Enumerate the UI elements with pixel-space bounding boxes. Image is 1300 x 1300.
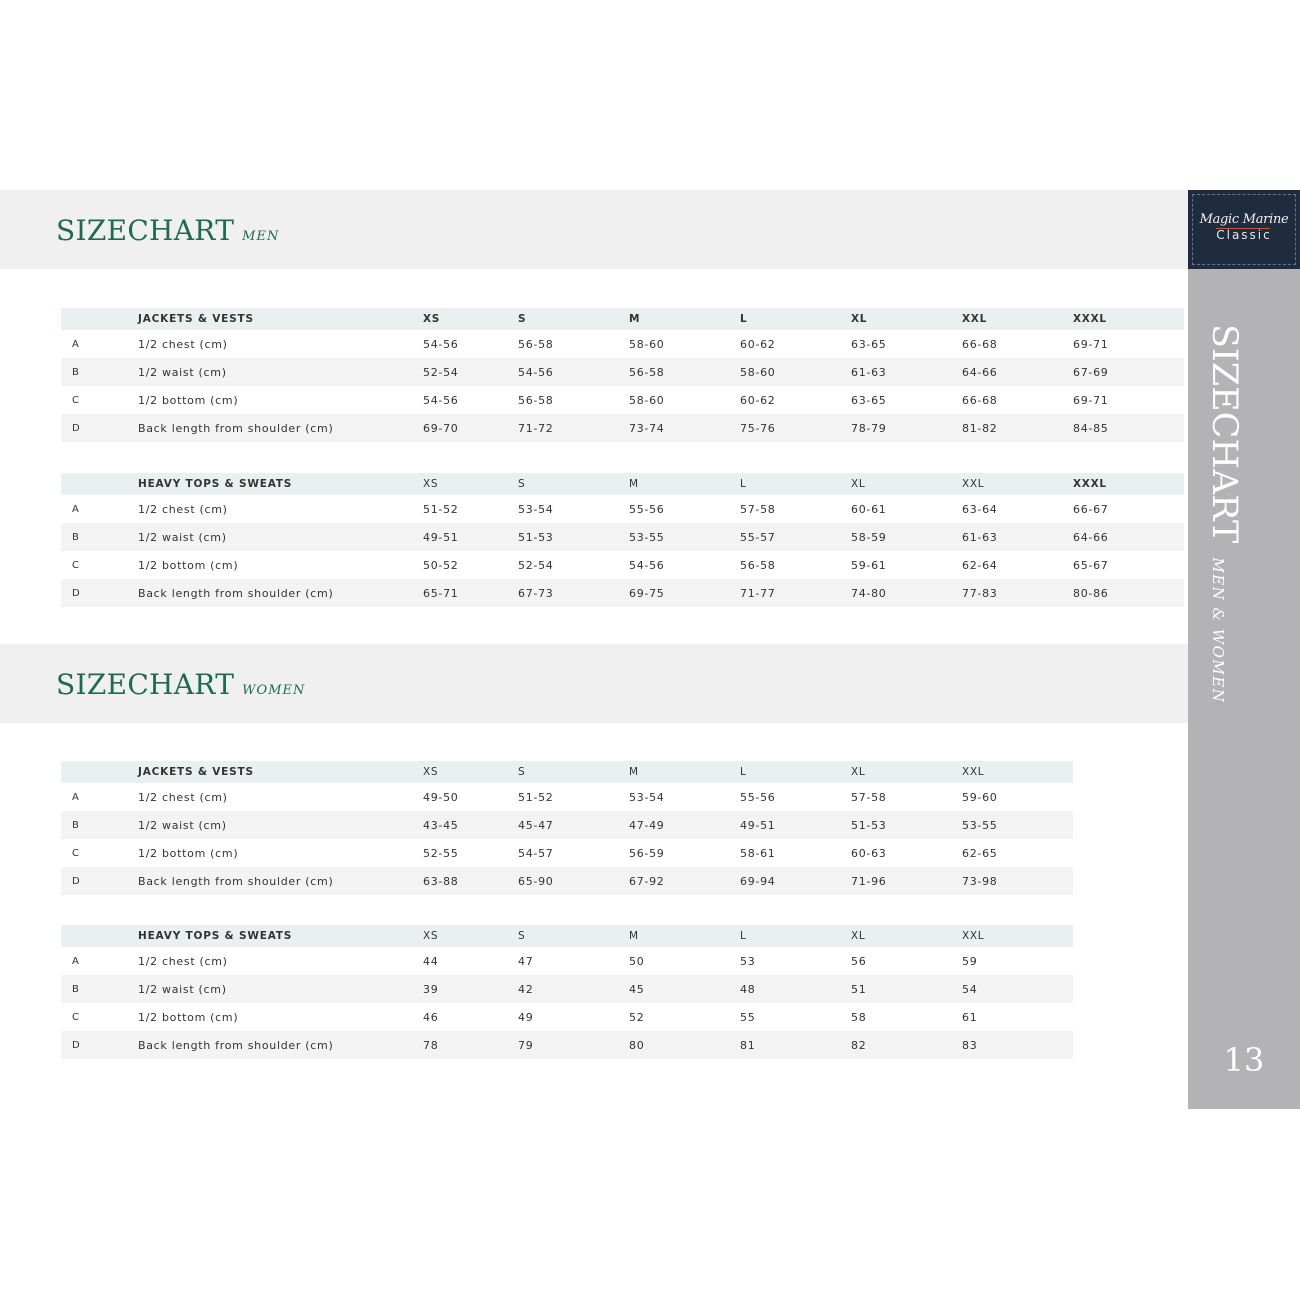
row-code: A — [72, 791, 80, 803]
size-header-m: M — [629, 925, 740, 947]
measurement-value: 60-63 — [851, 846, 887, 860]
measurement-value: 63-88 — [423, 867, 518, 895]
category-label: JACKETS & VESTS — [138, 761, 423, 783]
measurement-value: 59-60 — [962, 790, 998, 804]
measurement-label: 1/2 chest (cm) — [138, 954, 228, 968]
men-section-title — [56, 214, 279, 247]
row-code: D — [61, 1031, 138, 1059]
measurement-value: 78 — [423, 1031, 518, 1059]
measurement-value: 56-59 — [629, 846, 665, 860]
measurement-value: 43-45 — [423, 811, 518, 839]
table-header-row — [61, 761, 1073, 783]
measurement-value: 78-79 — [851, 414, 962, 442]
measurement-value: 83 — [962, 1031, 1073, 1059]
measurement-value: 69-94 — [740, 867, 851, 895]
measurement-value: 60-61 — [851, 502, 887, 516]
size-header-xxl: XXL — [962, 473, 1073, 495]
measurement-value: 58-60 — [629, 337, 665, 351]
measurement-value: 62-64 — [962, 558, 998, 572]
row-code: A — [72, 338, 80, 350]
measurement-value: 80 — [629, 1031, 740, 1059]
measurement-value: 54 — [962, 975, 1073, 1003]
table-row — [61, 386, 1184, 414]
size-header-s: S — [518, 761, 629, 783]
table-row — [61, 579, 1184, 607]
measurement-value: 75-76 — [740, 414, 851, 442]
measurement-value: 67-69 — [1073, 358, 1184, 386]
size-header-s: S — [518, 473, 629, 495]
logo-classic-text: Classic — [1216, 228, 1272, 242]
measurement-value: 63-64 — [962, 502, 998, 516]
category-label: JACKETS & VESTS — [138, 308, 423, 330]
measurement-label: Back length from shoulder (cm) — [138, 579, 423, 607]
measurement-value: 55-56 — [740, 790, 776, 804]
table-row — [61, 523, 1184, 551]
measurement-value: 66-68 — [962, 337, 998, 351]
measurement-value: 80-86 — [1073, 579, 1184, 607]
measurement-value: 71-96 — [851, 867, 962, 895]
measurement-value: 69-75 — [629, 579, 740, 607]
table-row — [61, 1003, 1073, 1031]
measurement-value: 58 — [851, 1010, 867, 1024]
measurement-value: 58-60 — [629, 393, 665, 407]
logo-brand-text: Magic Marine — [1199, 212, 1289, 227]
measurement-value: 52-55 — [423, 846, 459, 860]
table-header-row — [61, 473, 1184, 495]
brand-logo — [1188, 190, 1300, 269]
table-header-row — [61, 925, 1073, 947]
size-header-s: S — [518, 925, 629, 947]
row-code: A — [72, 503, 80, 515]
measurement-label: 1/2 chest (cm) — [138, 502, 228, 516]
measurement-value: 58-59 — [851, 523, 962, 551]
measurement-value: 63-65 — [851, 393, 887, 407]
measurement-label: Back length from shoulder (cm) — [138, 1031, 423, 1059]
row-code: B — [61, 975, 138, 1003]
measurement-value: 65-71 — [423, 579, 518, 607]
measurement-label: 1/2 waist (cm) — [138, 523, 423, 551]
measurement-value: 56 — [851, 954, 867, 968]
measurement-value: 42 — [518, 975, 629, 1003]
header-code-cell — [61, 473, 138, 495]
size-header-xs: XS — [423, 761, 518, 783]
measurement-label: 1/2 bottom (cm) — [138, 1010, 239, 1024]
size-header-xl: XL — [851, 473, 962, 495]
row-code: C — [72, 1011, 80, 1023]
size-header-m: M — [629, 761, 740, 783]
row-code: C — [72, 394, 80, 406]
header-code-cell — [61, 308, 138, 330]
page-number: 13 — [1223, 1041, 1265, 1079]
measurement-value: 51-53 — [851, 811, 962, 839]
header-code-cell — [61, 761, 138, 783]
size-header-s: S — [518, 308, 629, 330]
category-label: HEAVY TOPS & SWEATS — [138, 925, 423, 947]
size-header-l: L — [740, 761, 851, 783]
measurement-value: 50 — [629, 954, 645, 968]
women-subtitle-text: WOMEN — [242, 683, 306, 698]
size-header-xxxl: XXXL — [1073, 308, 1184, 330]
measurement-value: 60-62 — [740, 337, 776, 351]
measurement-value: 50-52 — [423, 558, 459, 572]
category-label: HEAVY TOPS & SWEATS — [138, 473, 423, 495]
measurement-label: 1/2 chest (cm) — [138, 790, 228, 804]
header-code-cell — [61, 925, 138, 947]
measurement-value: 49-51 — [740, 811, 851, 839]
sidebar-subtitle-text: MEN & WOMEN — [1209, 557, 1227, 704]
measurement-value: 58-60 — [740, 358, 851, 386]
measurement-value: 71-77 — [740, 579, 851, 607]
measurement-value: 77-83 — [962, 579, 1073, 607]
size-header-xxl: XXL — [962, 761, 1073, 783]
measurement-value: 74-80 — [851, 579, 962, 607]
measurement-value: 56-58 — [518, 337, 554, 351]
table-row — [61, 330, 1184, 358]
size-header-l: L — [740, 473, 851, 495]
measurement-value: 67-73 — [518, 579, 629, 607]
women-jackets-table — [61, 761, 1073, 895]
measurement-value: 69-71 — [1073, 337, 1109, 351]
measurement-label: 1/2 waist (cm) — [138, 811, 423, 839]
row-code: D — [61, 579, 138, 607]
table-row — [61, 839, 1073, 867]
women-section-title — [56, 668, 305, 701]
size-header-xxl: XXL — [962, 308, 1073, 330]
size-header-m: M — [629, 308, 740, 330]
size-header-xl: XL — [851, 761, 962, 783]
measurement-value: 64-66 — [1073, 523, 1184, 551]
measurement-value: 52 — [629, 1010, 645, 1024]
measurement-value: 53 — [740, 954, 756, 968]
sidebar-title-text: SIZECHART — [1204, 324, 1244, 544]
measurement-value: 51-52 — [518, 790, 554, 804]
measurement-value: 54-56 — [423, 393, 459, 407]
men-title-text: SIZECHART — [56, 214, 235, 247]
measurement-value: 45 — [629, 975, 740, 1003]
table-row — [61, 811, 1073, 839]
measurement-value: 59 — [962, 954, 978, 968]
table-row — [61, 414, 1184, 442]
measurement-value: 53-54 — [629, 790, 665, 804]
measurement-value: 57-58 — [851, 790, 887, 804]
measurement-value: 62-65 — [962, 846, 998, 860]
measurement-value: 45-47 — [518, 811, 629, 839]
measurement-value: 66-68 — [962, 393, 998, 407]
size-header-l: L — [740, 308, 851, 330]
row-code: B — [61, 811, 138, 839]
row-code: D — [61, 867, 138, 895]
measurement-value: 53-54 — [518, 502, 554, 516]
measurement-value: 67-92 — [629, 867, 740, 895]
measurement-value: 60-62 — [740, 393, 776, 407]
measurement-value: 64-66 — [962, 358, 1073, 386]
size-header-xs: XS — [423, 925, 518, 947]
measurement-value: 84-85 — [1073, 414, 1184, 442]
size-header-xl: XL — [851, 308, 962, 330]
row-code: D — [61, 414, 138, 442]
table-row — [61, 947, 1073, 975]
measurement-value: 54-56 — [629, 558, 665, 572]
measurement-value: 82 — [851, 1031, 962, 1059]
women-title-text: SIZECHART — [56, 668, 235, 701]
measurement-value: 39 — [423, 975, 518, 1003]
size-header-xs: XS — [423, 473, 518, 495]
measurement-value: 51-52 — [423, 502, 459, 516]
measurement-value: 53-55 — [629, 523, 740, 551]
row-code: C — [72, 559, 80, 571]
measurement-value: 65-67 — [1073, 558, 1109, 572]
measurement-value: 61 — [962, 1010, 978, 1024]
measurement-value: 44 — [423, 954, 439, 968]
measurement-label: 1/2 bottom (cm) — [138, 846, 239, 860]
measurement-value: 54-57 — [518, 846, 554, 860]
measurement-value: 51 — [851, 975, 962, 1003]
table-row — [61, 495, 1184, 523]
table-row — [61, 867, 1073, 895]
measurement-value: 51-53 — [518, 523, 629, 551]
measurement-value: 58-61 — [740, 846, 776, 860]
measurement-label: 1/2 bottom (cm) — [138, 393, 239, 407]
size-header-xl: XL — [851, 925, 962, 947]
measurement-value: 55 — [740, 1010, 756, 1024]
measurement-value: 47-49 — [629, 811, 740, 839]
measurement-value: 52-54 — [423, 358, 518, 386]
row-code: B — [61, 523, 138, 551]
measurement-value: 56-58 — [518, 393, 554, 407]
size-header-m: M — [629, 473, 740, 495]
measurement-value: 53-55 — [962, 811, 1073, 839]
measurement-value: 71-72 — [518, 414, 629, 442]
table-row — [61, 975, 1073, 1003]
measurement-value: 69-71 — [1073, 393, 1109, 407]
table-row — [61, 783, 1073, 811]
measurement-value: 54-56 — [423, 337, 459, 351]
measurement-value: 54-56 — [518, 358, 629, 386]
men-jackets-table — [61, 308, 1184, 442]
table-header-row — [61, 308, 1184, 330]
measurement-value: 55-56 — [629, 502, 665, 516]
women-tops-table — [61, 925, 1073, 1059]
measurement-label: 1/2 chest (cm) — [138, 337, 228, 351]
measurement-value: 73-98 — [962, 867, 1073, 895]
measurement-value: 52-54 — [518, 558, 554, 572]
men-tops-table — [61, 473, 1184, 607]
measurement-value: 66-67 — [1073, 502, 1109, 516]
measurement-label: 1/2 waist (cm) — [138, 975, 423, 1003]
measurement-label: 1/2 waist (cm) — [138, 358, 423, 386]
measurement-value: 56-58 — [740, 558, 776, 572]
measurement-value: 79 — [518, 1031, 629, 1059]
table-row — [61, 358, 1184, 386]
measurement-value: 57-58 — [740, 502, 776, 516]
measurement-value: 48 — [740, 975, 851, 1003]
measurement-value: 47 — [518, 954, 534, 968]
row-code: A — [72, 955, 80, 967]
table-row — [61, 551, 1184, 579]
size-header-xxl: XXL — [962, 925, 1073, 947]
sidebar-vertical-title — [1204, 324, 1244, 703]
measurement-value: 56-58 — [629, 358, 740, 386]
size-header-xs: XS — [423, 308, 518, 330]
men-subtitle-text: MEN — [242, 229, 280, 244]
measurement-value: 49-51 — [423, 523, 518, 551]
measurement-label: Back length from shoulder (cm) — [138, 867, 423, 895]
measurement-value: 65-90 — [518, 867, 629, 895]
measurement-value: 81-82 — [962, 414, 1073, 442]
measurement-value: 49 — [518, 1010, 534, 1024]
size-header-xxxl: XXXL — [1073, 473, 1184, 495]
row-code: C — [72, 847, 80, 859]
measurement-label: 1/2 bottom (cm) — [138, 558, 239, 572]
measurement-value: 63-65 — [851, 337, 887, 351]
measurement-value: 49-50 — [423, 790, 459, 804]
measurement-value: 73-74 — [629, 414, 740, 442]
measurement-value: 69-70 — [423, 414, 518, 442]
measurement-value: 61-63 — [851, 358, 962, 386]
row-code: B — [61, 358, 138, 386]
measurement-value: 55-57 — [740, 523, 851, 551]
measurement-value: 59-61 — [851, 558, 887, 572]
measurement-label: Back length from shoulder (cm) — [138, 414, 423, 442]
size-header-l: L — [740, 925, 851, 947]
measurement-value: 61-63 — [962, 523, 1073, 551]
table-row — [61, 1031, 1073, 1059]
measurement-value: 46 — [423, 1010, 439, 1024]
measurement-value: 81 — [740, 1031, 851, 1059]
